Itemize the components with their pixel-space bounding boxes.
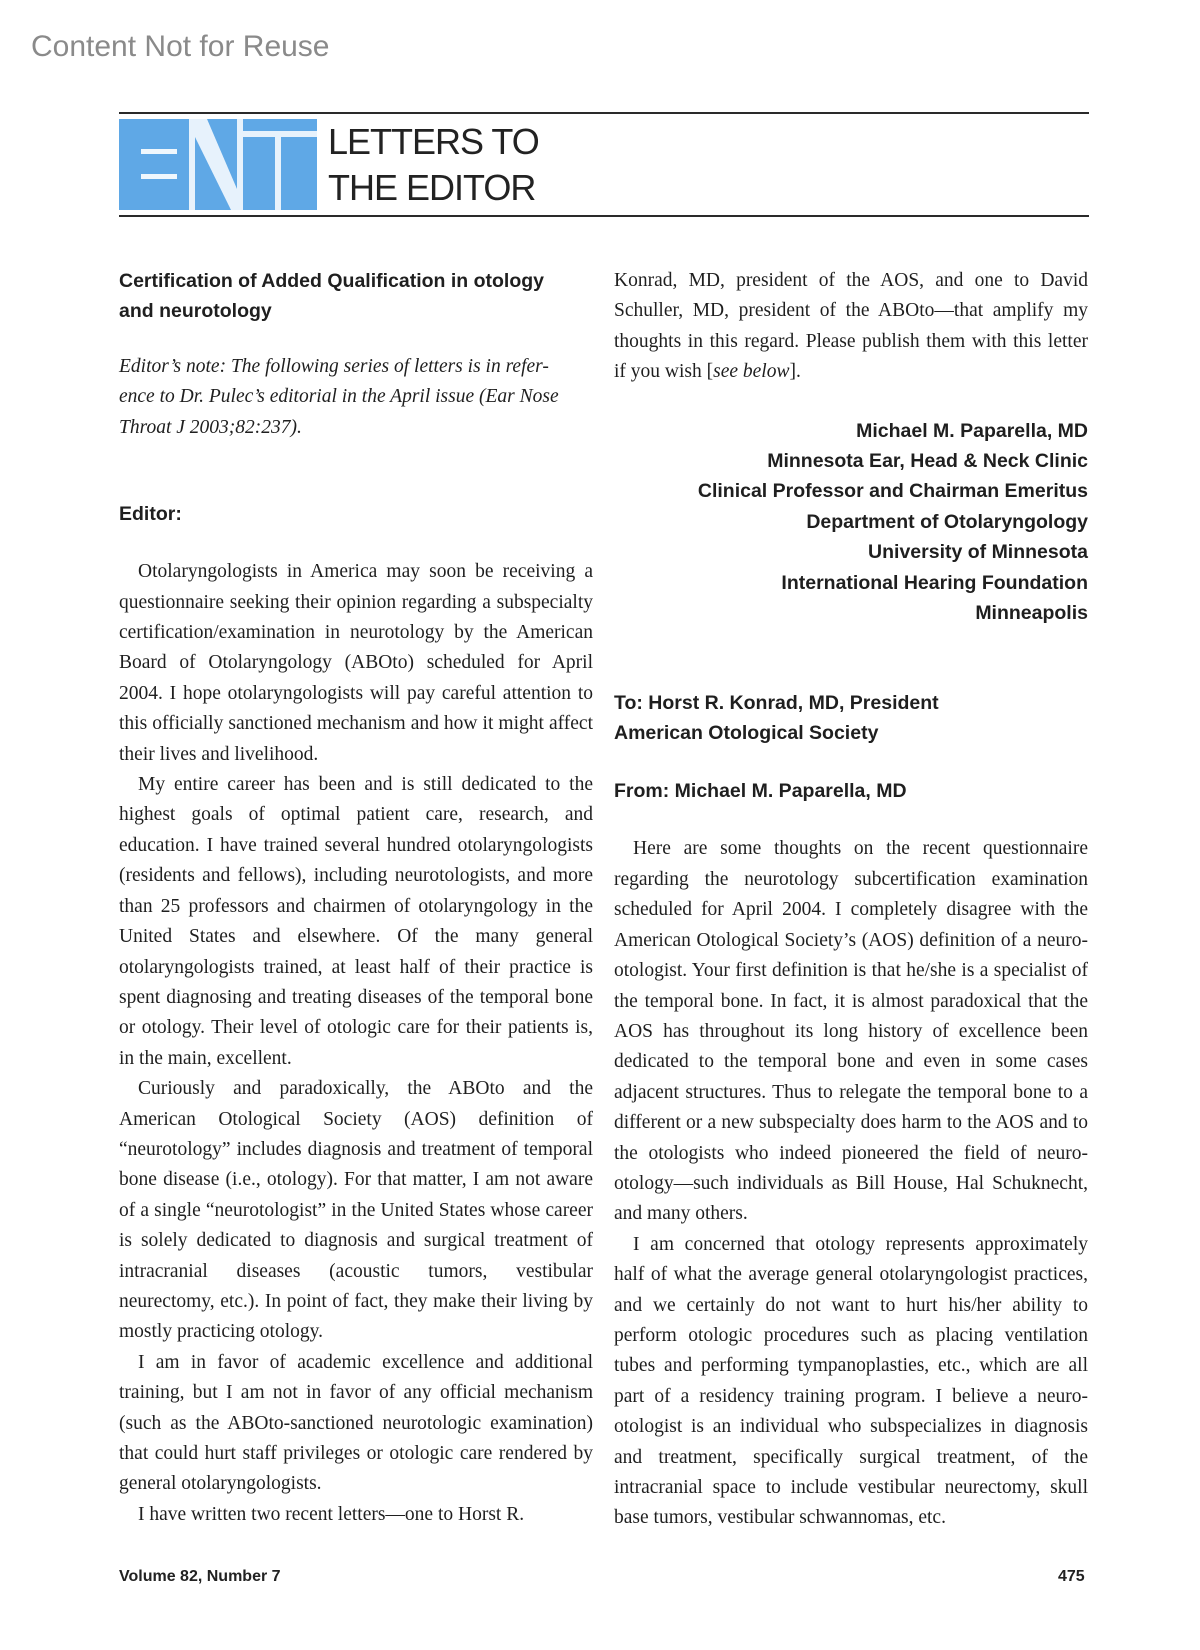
right-column: [614, 266, 1088, 1534]
footer-volume: Volume 82, Number 7: [119, 1568, 281, 1585]
signature-line: Clinical Professor and Chairman Emeritus: [697, 480, 1088, 503]
section-title-line1: LETTERS TO: [328, 121, 539, 162]
addressee-block: [614, 688, 1088, 748]
editor-note: [119, 352, 593, 443]
section-title-line2: THE EDITOR: [328, 167, 536, 208]
signature-line: International Hearing Foundation: [781, 571, 1088, 594]
to-line: To: Horst R. Konrad, MD, President: [614, 692, 939, 715]
header-top-rule: [119, 112, 1089, 114]
editor-note-line: Editor’s note: The following series of letters is in refer-: [119, 356, 549, 377]
article-title-line1: Certification of Added Qualification in otology: [119, 270, 545, 292]
body-paragraph: My entire career has been and is still dedicated to the highest goals of optimal patient care, research, and education. I have trained several hundred otolaryngologists (residents and fellows), including neurotologists, and more than 25 professors and chairmen of otolaryngology in the United States and elsewhere. Of the many general otolaryngologists trained, at least half of their practice is spent diagnosing and treating diseases of the temporal bone or otology. Their level of otologic care for their patients is, in the main, excellent.: [119, 774, 593, 1069]
continued-paragraph: [614, 266, 1088, 388]
signature-line: Minnesota Ear, Head & Neck Clinic: [767, 450, 1088, 473]
from-line: From: Michael M. Paparella, MD: [614, 780, 907, 803]
to-line: American Otological Society: [614, 722, 879, 745]
article-title-line2: and neurotology: [119, 300, 272, 322]
editor-note-line: ence to Dr. Pulec’s editorial in the April issue (Ear Nose: [119, 386, 559, 408]
body-paragraph: Curiously and paradoxically, the ABOto and the American Otological Society (AOS) definition of “neurotology” includes diagnosis and treatment of temporal bone disease (i.e., otology). For that matter, I am not aware of a single “neurotologist” in the United States whose career is solely dedicated to diagnosis and surgical treatment of intracranial diseases (acoustic tumors, vestibular neurectomy, etc.). In point of fact, they make their living by mostly practicing otology.: [119, 1078, 593, 1343]
body-paragraph: I am in favor of academic excellence and additional training, but I am not in favor of any official mechanism (such as the ABOto-sanctioned neurotologic examination) that could hurt staff privileges or otologic care rendered by general otolaryngologists.: [119, 1351, 593, 1495]
left-column: [119, 266, 593, 1530]
signature-block: [614, 416, 1088, 629]
body-paragraph: I am concerned that otology represents approximately half of what the average general otolaryngologist practices, and we certainly do not want to hurt his/her ability to perform otologic procedures such as placing ventilation tubes and performing tympanoplasties, etc., which are all part of a residency training program. I believe a neuro-otologist is an individual who subspecializes in diagnosis and treatment, specifically surgical treatment, of the intracranial space to include vestibular neurectomy, skull base tumors, vestibular schwannomas, etc.: [614, 1233, 1088, 1529]
body-paragraph: Here are some thoughts on the recent questionnaire regarding the neurotology subcertification examination scheduled for April 2004. I completely disagree with the American Otological Society’s (AOS) definition of a neuro-otologist. Your first definition is that he/she is a specialist of the temporal bone. In fact, it is almost paradoxical that the AOS has throughout its long history of excellence been dedicated to the temporal bone and even in some cases adjacent structures. Thus to relegate the temporal bone to a different or a new subspecialty does harm to the AOS and to the otologists who indeed pioneered the field of neuro-otology—such individuals as Bill House, Hal Schuknecht, and many others.: [614, 838, 1088, 1225]
body-paragraph: Otolaryngologists in America may soon be receiving a questionnaire seeking their opinion regarding a subspecialty certification/examination in neurotology by the American Board of Otolaryngology (ABOto) scheduled for April 2004. I hope otolaryngologists will pay careful attention to this officially sanctioned mechanism and how it might affect their lives and livelihood.: [119, 561, 593, 765]
watermark: Content Not for Reuse: [31, 30, 330, 63]
continued-text: Konrad, MD, president of the AOS, and one to David Schuller, MD, president of the ABOto—that amplify my thoughts in this regard. Please publish them with this letter if you wish [: [614, 270, 1088, 383]
continued-end: ].: [789, 361, 801, 383]
signature-line: Department of Otolaryngology: [806, 510, 1088, 533]
signature-line: University of Minnesota: [868, 541, 1088, 564]
ent-logo: [119, 119, 317, 210]
body-paragraph: I have written two recent letters—one to Horst R.: [138, 1503, 525, 1525]
footer-page-number: 475: [1058, 1568, 1085, 1585]
salutation: Editor:: [119, 503, 182, 526]
section-title: [328, 119, 539, 211]
header-bottom-rule: [119, 215, 1089, 217]
signature-line: Minneapolis: [975, 602, 1088, 625]
signature-line: Michael M. Paparella, MD: [856, 419, 1088, 442]
continued-italic: see below: [713, 361, 790, 383]
editor-note-line: Throat J 2003;82:237).: [119, 416, 302, 438]
